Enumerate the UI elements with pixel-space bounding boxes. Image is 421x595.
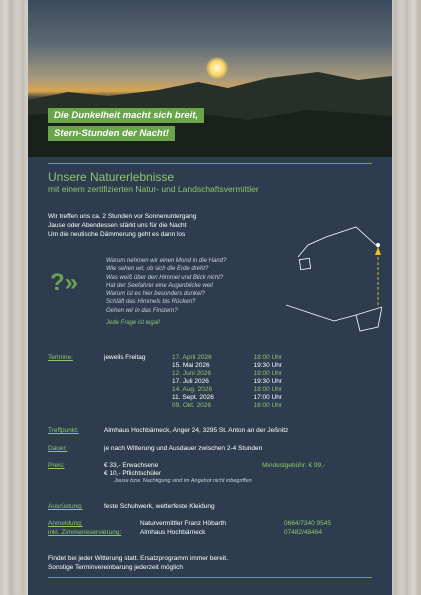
banner-line-2: Stern-Stunden der Nacht! — [48, 126, 175, 141]
banner-line-1: Die Dunkelheit macht sich breit, — [48, 108, 204, 123]
date-row: 12. Juni 2026 19:00 Uhr — [172, 370, 282, 377]
question-line: Was weiß über den Himmel und Blick nicht? — [106, 274, 224, 281]
dauer-label: Dauer: — [48, 445, 68, 452]
questions-list — [106, 257, 226, 327]
content — [28, 157, 392, 595]
date-row: 17. April 2026 18:00 Uhr — [172, 354, 282, 361]
treffpunkt-value: Almhaus Hochbärneck, Anger 24, 3295 St. Anton an der Jeßnitz — [104, 427, 289, 434]
preis-note: Jause bzw. Nachtigung sind im Angebot nicht inbegriffen — [114, 478, 252, 484]
termine-label: Termine: — [48, 354, 73, 361]
constellation-icon — [286, 197, 382, 337]
dauer-value: je nach Witterung und Ausdauer zwischen 2-4 Stunden — [104, 445, 263, 452]
date-row: 15. Mai 2026 19:30 Uhr — [172, 362, 282, 369]
question-arrow-icon: ?» — [50, 269, 79, 296]
intro-line: Um die neutische Dämmerung geht es dann los — [48, 231, 186, 238]
divider — [48, 163, 372, 164]
zimmer-label: inkl. Zimmerreservierung: — [48, 529, 122, 536]
contact-phone-2[interactable]: 07482/48464 — [284, 529, 322, 536]
anmeldung-label: Anmeldung: — [48, 520, 83, 527]
ausruestung-label: Ausrüstung: — [48, 503, 83, 510]
question-line: Warum nehmen wir einen Mond in die Hand? — [106, 258, 227, 264]
preis-label: Preis: — [48, 462, 65, 469]
contact-name-2: Almhaus Hochbärneck — [140, 529, 206, 536]
sun-icon — [206, 57, 228, 79]
sunset-photo — [28, 0, 392, 157]
question-line: Warum ist es hier besonders dunkel? — [106, 291, 205, 298]
date-row: 11. Sept. 2026 17:00 Uhr — [172, 394, 282, 401]
preis-min: Mindestgebühr: € 99,- — [262, 462, 326, 469]
preis-kids: € 10,- Pflichtschüler — [104, 470, 162, 477]
footer-line: Sonstige Terminvereinbarung jederzeit möglich — [48, 563, 184, 571]
contact-name-1: Naturvermittler Franz Höbarth — [140, 520, 226, 527]
date-row: 09. Okt. 2026 16:00 Uhr — [172, 402, 282, 409]
footer-line: Findet bei jeder Witterung statt. Ersatzprogramm immer bereit. — [48, 555, 228, 562]
question-line: Wie sehen wir, ob sich die Erde dreht? — [106, 266, 209, 273]
intro-line: Wir treffen uns ca. 2 Stunden vor Sonnenuntergang — [48, 213, 197, 220]
termine-day: jeweils Freitag — [104, 354, 146, 361]
date-row: 17. Juli 2026 19:30 Uhr — [172, 378, 282, 385]
divider — [48, 577, 372, 578]
intro-line: Jause oder Abendessen stärkt uns für die Nacht — [48, 222, 187, 229]
contact-phone-1[interactable]: 0664/7340 9545 — [284, 520, 331, 527]
question-line: Schläft das Himmels bis Rücken? — [106, 299, 196, 306]
question-line: Hat der Seefahrer eine Augenblicke weil — [106, 282, 213, 289]
page-subtitle: mit einem zertifizierten Natur- und Landschaftsvermittler — [48, 184, 259, 194]
dates-table — [172, 354, 282, 410]
intro-text — [48, 212, 196, 239]
flyer — [28, 0, 392, 595]
treffpunkt-label: Treffpunkt: — [48, 427, 79, 434]
question-line: Gehen wir in das Finstern? — [106, 307, 178, 314]
page-title: Unsere Naturerlebnisse — [48, 170, 175, 184]
questions-hint: Jede Frage ist legal! — [106, 320, 161, 327]
footer-note — [48, 555, 228, 572]
ausruestung-value: feste Schuhwerk, wetterfeste Kleidung — [104, 503, 215, 510]
date-row: 14. Aug. 2026 18:00 Uhr — [172, 386, 282, 393]
preis-adult: € 33,- Erwachsene — [104, 462, 159, 469]
